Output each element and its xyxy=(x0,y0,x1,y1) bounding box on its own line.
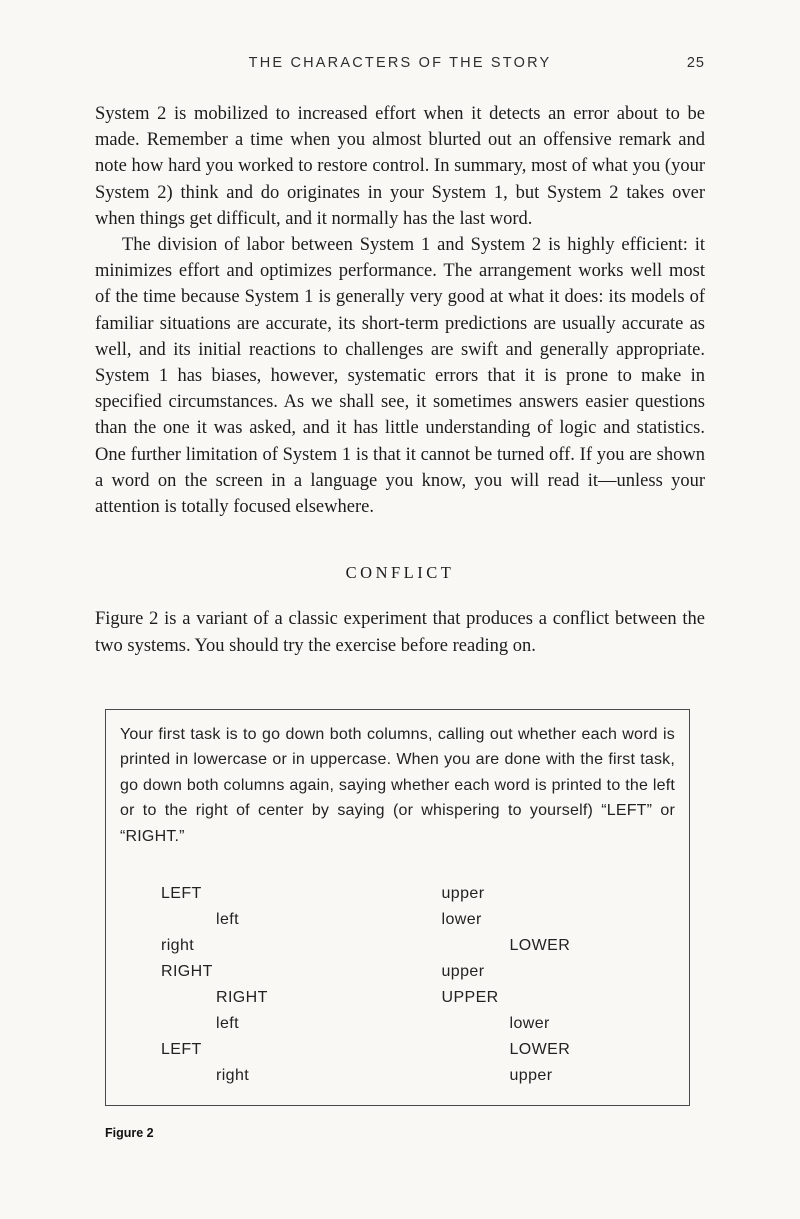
stimulus-word: UPPER xyxy=(441,989,499,1007)
right-column-cell xyxy=(442,907,676,933)
word-row xyxy=(120,907,675,933)
figure-2 xyxy=(105,709,705,1147)
stimulus-word: LOWER xyxy=(509,1041,571,1059)
stimulus-word: LEFT xyxy=(161,885,202,903)
paragraph-system2: System 2 is mobilized to increased effort when it detects an error about to be made. Remember a time when you almost blurted out an offensive remark and note how hard you worked to restore control. In summary, most of what you (your System 2) think and do originates in your System 1, but System 2 takes over when things get difficult, and it normally has the last word. xyxy=(95,104,705,229)
section-heading-conflict: CONFLICT xyxy=(345,563,455,583)
left-column-cell xyxy=(161,907,395,933)
word-row xyxy=(120,985,675,1011)
paragraph-figure-intro: Figure 2 is a variant of a classic experiment that produces a conflict between the two systems. You should try the exercise before reading on. xyxy=(95,609,705,656)
right-column-cell xyxy=(442,881,676,907)
left-column-cell xyxy=(161,1011,395,1037)
word-row xyxy=(120,881,675,907)
body-text xyxy=(95,101,705,1147)
stimulus-word: upper xyxy=(509,1067,553,1085)
stimulus-word: lower xyxy=(509,1015,550,1033)
word-row xyxy=(120,959,675,985)
stimulus-word: LEFT xyxy=(161,1041,202,1059)
word-grid xyxy=(120,881,675,1089)
word-row xyxy=(120,1063,675,1089)
right-column-cell xyxy=(442,959,676,985)
stimulus-word: left xyxy=(216,1015,239,1033)
page-number: 25 xyxy=(686,55,705,71)
paragraph-division-of-labor: The division of labor between System 1 and System 2 is highly efficient: it minimizes effort and optimizes performance. The arrangement works well most of the time because System 1 is generally very good at what it does: its models of familiar situations are accurate, its short-term predictions are usually accurate as well, and its initial reactions to challenges are swift and generally appropriate. System 1 has biases, however, systematic errors that it is prone to make in specified circumstances. As we shall see, it sometimes answers easier questions than the one it was asked, and it has little understanding of logic and statistics. One further limitation of System 1 is that it cannot be turned off. If you are shown a word on the screen in a language you know, you will read it—unless your attention is totally focused elsewhere. xyxy=(95,235,705,518)
stimulus-word: lower xyxy=(441,911,482,929)
stimulus-word: RIGHT xyxy=(161,963,213,981)
left-column-cell xyxy=(161,1063,395,1089)
left-column-cell xyxy=(161,985,395,1011)
right-column-cell xyxy=(442,985,676,1011)
left-column-cell xyxy=(161,933,395,959)
stimulus-word: RIGHT xyxy=(216,989,268,1007)
stimulus-word: left xyxy=(216,911,239,929)
stimulus-word: upper xyxy=(441,885,485,903)
right-column-cell xyxy=(442,1063,676,1089)
word-row xyxy=(120,933,675,959)
word-row xyxy=(120,1037,675,1063)
figure-box xyxy=(105,709,690,1107)
running-head-title: THE CHARACTERS OF THE STORY xyxy=(248,55,552,71)
stimulus-word: right xyxy=(161,937,195,955)
stimulus-word: upper xyxy=(441,963,485,981)
figure-instructions: Your first task is to go down both columns, calling out whether each word is printed in lowercase or in uppercase. When you are done with the first task, go down both columns again, saying whether each word is printed to the left or to the right of center by saying (or whispering to yourself) “LEFT” or “RIGHT.” xyxy=(120,725,675,845)
right-column-cell xyxy=(442,1037,676,1063)
page-header xyxy=(95,55,705,75)
stimulus-word: right xyxy=(216,1067,250,1085)
right-column-cell xyxy=(442,1011,676,1037)
left-column-cell xyxy=(161,881,395,907)
left-column-cell xyxy=(161,1037,395,1063)
right-column-cell xyxy=(442,933,676,959)
figure-caption: Figure 2 xyxy=(105,1126,154,1141)
stimulus-word: LOWER xyxy=(509,937,571,955)
left-column-cell xyxy=(161,959,395,985)
word-row xyxy=(120,1011,675,1037)
